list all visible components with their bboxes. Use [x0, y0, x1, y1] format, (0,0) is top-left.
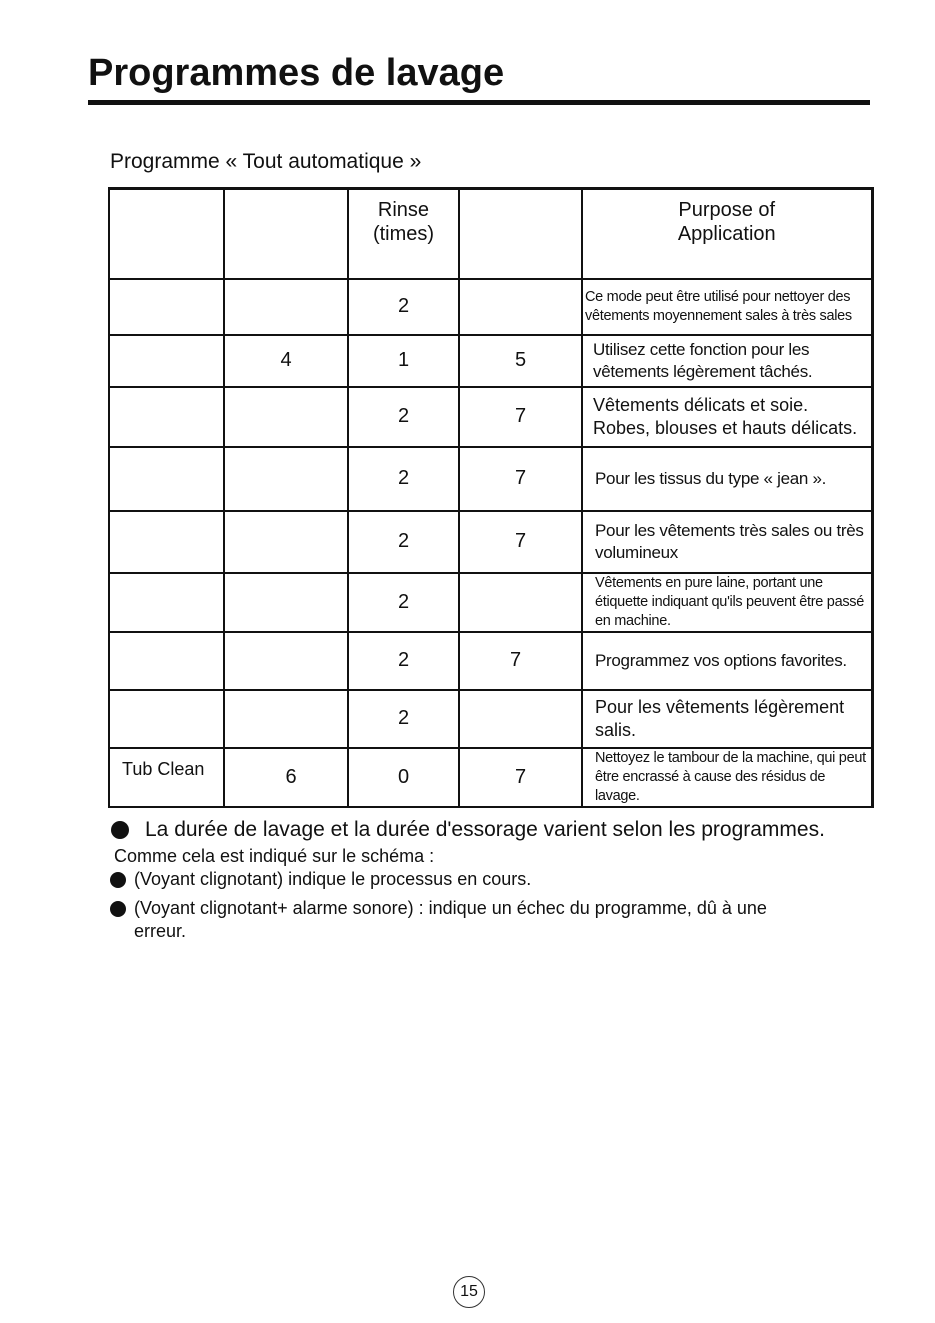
cell-rinse: 2 — [348, 279, 459, 335]
header-cell-2 — [224, 189, 348, 279]
cell-col4: 7 — [459, 748, 582, 807]
header-cell-4 — [459, 189, 582, 279]
table-row — [109, 447, 872, 511]
program-table — [108, 187, 874, 808]
section-subtitle: Programme « Tout automatique » — [110, 150, 422, 173]
cell-col4: 7 — [459, 447, 582, 511]
note-4-text: (Voyant clignotant+ alarme sonore) : indique un échec du programme, dû à une — [134, 898, 767, 918]
cell-rinse: 2 — [348, 447, 459, 511]
cell-col4 — [459, 279, 582, 335]
cell-program — [109, 279, 224, 335]
cell-purpose: Vêtements délicats et soie. Robes, blouses et hauts délicats. — [582, 387, 872, 447]
cell-purpose: Nettoyez le tambour de la machine, qui peut être encrassé à cause des résidus de lavage. — [582, 748, 872, 807]
note-3-text: (Voyant clignotant) indique le processus en cours. — [134, 869, 532, 889]
note-2: Comme cela est indiqué sur le schéma : — [114, 846, 435, 866]
table-row — [109, 335, 872, 387]
bullet-dot-icon — [110, 872, 126, 888]
cell-program — [109, 511, 224, 573]
header-cell-purpose: Purpose of Application — [582, 189, 872, 279]
note-1 — [111, 818, 825, 842]
cell-rinse: 2 — [348, 573, 459, 632]
cell-rinse: 2 — [348, 387, 459, 447]
cell-purpose: Pour les vêtements légèrement salis. — [582, 690, 872, 748]
cell-col4: 7 — [459, 632, 582, 690]
page-number: 15 — [453, 1276, 485, 1308]
cell-col2 — [224, 447, 348, 511]
table-row — [109, 632, 872, 690]
cell-program — [109, 447, 224, 511]
table-row — [109, 748, 872, 807]
cell-col4: 7 — [459, 511, 582, 573]
cell-program: Tub Clean — [109, 748, 224, 807]
page-title: Programmes de lavage — [88, 52, 505, 94]
cell-rinse: 2 — [348, 690, 459, 748]
note-4-continued: erreur. — [134, 921, 187, 941]
note-4 — [110, 898, 767, 919]
cell-col2: 4 — [224, 335, 348, 387]
cell-col2 — [224, 511, 348, 573]
cell-col4: 7 — [459, 387, 582, 447]
cell-col4 — [459, 573, 582, 632]
cell-rinse: 2 — [348, 511, 459, 573]
cell-rinse: 2 — [348, 632, 459, 690]
header-cell-rinse: Rinse (times) — [348, 189, 459, 279]
cell-col2 — [224, 690, 348, 748]
cell-purpose: Ce mode peut être utilisé pour nettoyer des vêtements moyennement sales à très sales — [582, 279, 872, 335]
cell-purpose: Pour les tissus du type « jean ». — [582, 447, 872, 511]
cell-purpose: Utilisez cette fonction pour les vêtements légèrement tâchés. — [582, 335, 872, 387]
table-header-row — [109, 189, 872, 279]
note-3 — [110, 869, 531, 890]
table-row — [109, 279, 872, 335]
cell-program — [109, 632, 224, 690]
cell-rinse: 0 — [348, 748, 459, 807]
cell-purpose: Programmez vos options favorites. — [582, 632, 872, 690]
cell-col2 — [224, 573, 348, 632]
cell-program — [109, 573, 224, 632]
cell-col2 — [224, 632, 348, 690]
cell-col2 — [224, 387, 348, 447]
cell-col4: 5 — [459, 335, 582, 387]
table-row — [109, 387, 872, 447]
title-rule — [88, 100, 870, 105]
table-row — [109, 511, 872, 573]
header-cell-1 — [109, 189, 224, 279]
cell-col2 — [224, 279, 348, 335]
cell-rinse: 1 — [348, 335, 459, 387]
cell-program — [109, 335, 224, 387]
bullet-dot-icon — [110, 901, 126, 917]
table-row — [109, 573, 872, 632]
note-1-text: La durée de lavage et la durée d'essorage varient selon les programmes. — [145, 818, 825, 841]
cell-program — [109, 690, 224, 748]
cell-col2: 6 — [224, 748, 348, 807]
table-row — [109, 690, 872, 748]
cell-purpose: Vêtements en pure laine, portant une étiquette indiquant qu'ils peuvent être passé en machine. — [582, 573, 872, 632]
bullet-dot-icon — [111, 821, 129, 839]
cell-purpose: Pour les vêtements très sales ou très volumineux — [582, 511, 872, 573]
cell-col4 — [459, 690, 582, 748]
cell-program — [109, 387, 224, 447]
